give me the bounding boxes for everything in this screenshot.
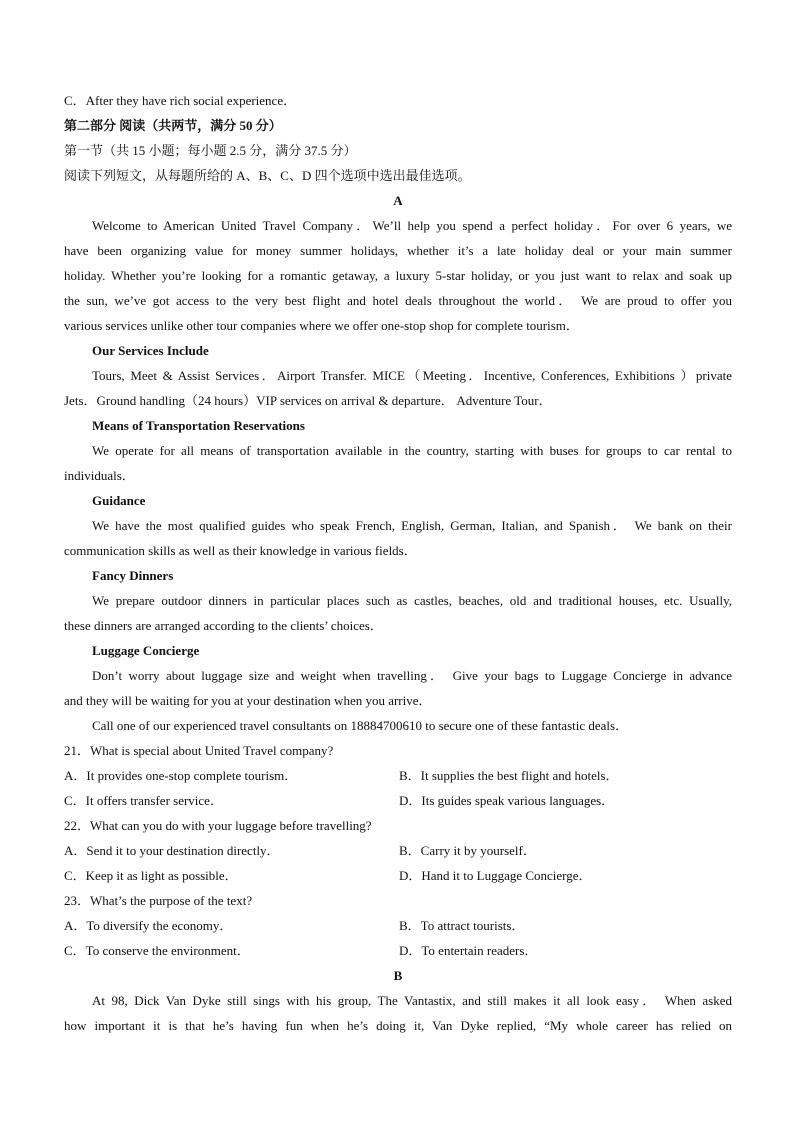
text-line: have been organizing value for money summer holidays, whether it’s a late holiday deal or your main summer [64, 243, 732, 258]
text-line: and they will be waiting for you at your destination when you arrive． [64, 693, 432, 708]
question-stem: 22．What can you do with your luggage before travelling? [64, 818, 372, 833]
question-stem: 23．What’s the purpose of the text? [64, 893, 253, 908]
text-line: At 98, Dick Van Dyke still sings with his group, The Vantastix, and still makes it all look easy． When asked [92, 993, 732, 1008]
option-row [64, 863, 732, 888]
option-c: C．Keep it as light as possible． [64, 868, 238, 883]
text-line: holiday. Whether you’re looking for a romantic getaway, a luxury 5-star holiday, or you just want to relax and soak up [64, 268, 732, 283]
services-heading: Our Services Include [92, 343, 209, 358]
option-row [64, 763, 732, 788]
option-c: C．To conserve the environment． [64, 943, 250, 958]
option-d: D．Hand it to Luggage Concierge． [399, 868, 592, 883]
option-d: D．Its guides speak various languages． [399, 793, 615, 808]
option-a: A．It provides one-stop complete tourism． [64, 768, 298, 783]
option-b: B．To attract tourists． [399, 918, 525, 933]
text-line: various services unlike other tour companies where we offer one-stop shop for complete tourism． [64, 318, 579, 333]
text-line: how important it is that he’s having fun when he’s doing it, Van Dyke replied, “My whole career has relied on [64, 1018, 732, 1033]
text-line: We prepare outdoor dinners in particular places such as castles, beaches, old and traditional houses, etc. Usually, [92, 593, 732, 608]
text-line: communication skills as well as their knowledge in various fields． [64, 543, 417, 558]
section1-info: 第一节（共 15 小题；每小题 2.5 分，满分 37.5 分） [64, 143, 357, 158]
text-line: We have the most qualified guides who speak French, English, German, Italian, and Spanish． We bank on their [92, 518, 732, 533]
reading-instruction: 阅读下列短文，从每题所给的 A、B、C、D 四个选项中选出最佳选项。 [64, 168, 471, 183]
luggage-heading: Luggage Concierge [92, 643, 200, 658]
option-d: D．To entertain readers． [399, 943, 538, 958]
text-line: these dinners are arranged according to the clients’ choices． [64, 618, 383, 633]
part2-title: 第二部分 阅读（共两节，满分 50 分） [64, 118, 282, 133]
option-row [64, 838, 732, 863]
text-line: Tours, Meet & Assist Services．Airport Transfer. MICE（Meeting．Incentive, Conferences, Exhibitions ）private [92, 368, 732, 383]
option-a: A．To diversify the economy． [64, 918, 233, 933]
closing-line: Call one of our experienced travel consultants on 18884700610 to secure one of these fantastic deals． [92, 718, 629, 733]
text-line: Jets．Ground handling（24 hours）VIP services on arrival & departure． Adventure Tour． [64, 393, 552, 408]
text-line: the sun, we’ve got access to the very best flight and hotel deals throughout the world． We are proud to offer you [64, 293, 732, 308]
option-b: B．It supplies the best flight and hotels． [399, 768, 619, 783]
text-line: We operate for all means of transportation available in the country, starting with buses for groups to car rental to [92, 443, 732, 458]
exam-page [64, 88, 732, 1038]
transport-heading: Means of Transportation Reservations [92, 418, 305, 433]
option-row [64, 788, 732, 813]
passage-a-intro [64, 213, 732, 338]
option-c: C．It offers transfer service． [64, 793, 223, 808]
passage-b-label: B [393, 968, 403, 983]
guidance-heading: Guidance [92, 493, 146, 508]
dinners-heading: Fancy Dinners [92, 568, 174, 583]
option-row [64, 913, 732, 938]
passage-a-label: A [393, 193, 403, 208]
previous-option-c: C．After they have rich social experience． [64, 93, 297, 108]
question-stem: 21．What is special about United Travel company? [64, 743, 334, 758]
option-row [64, 938, 732, 963]
text-line: individuals． [64, 468, 135, 483]
option-b: B．Carry it by yourself． [399, 843, 536, 858]
option-a: A．Send it to your destination directly． [64, 843, 280, 858]
text-line: Don’t worry about luggage size and weight when travelling． Give your bags to Luggage Concierge in advance [92, 668, 732, 683]
text-line: Welcome to American United Travel Company．We’ll help you spend a perfect holiday．For over 6 years, we [92, 218, 732, 233]
